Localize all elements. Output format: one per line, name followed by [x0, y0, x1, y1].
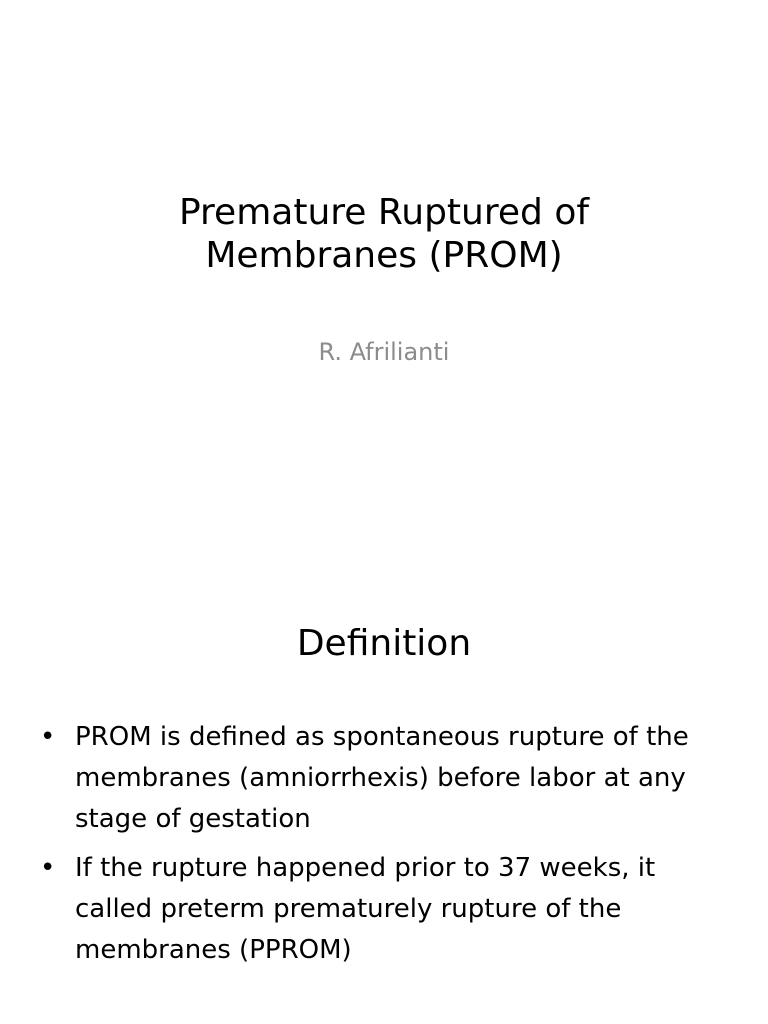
bullet-item: [40, 848, 730, 971]
bullet-item: [40, 717, 730, 840]
bullet-icon: •: [40, 722, 56, 752]
presentation-title: [84, 191, 684, 277]
bullet-text: If the rupture happened prior to 37 weeks, it called preterm prematurely rupture of the membranes (PPROM): [75, 853, 656, 965]
author-name: R. Afrilianti: [318, 338, 450, 366]
title-line-1: Premature Ruptured of: [178, 192, 590, 233]
bullet-text: PROM is defined as spontaneous rupture of the membranes (amniorrhexis) before labor at any stage of gestation: [75, 722, 689, 834]
bullet-list: [40, 717, 730, 979]
slide-title: Definition: [296, 623, 472, 664]
title-line-2: Membranes (PROM): [205, 235, 563, 276]
bullet-icon: •: [40, 853, 56, 883]
definition-slide: [0, 576, 768, 1024]
